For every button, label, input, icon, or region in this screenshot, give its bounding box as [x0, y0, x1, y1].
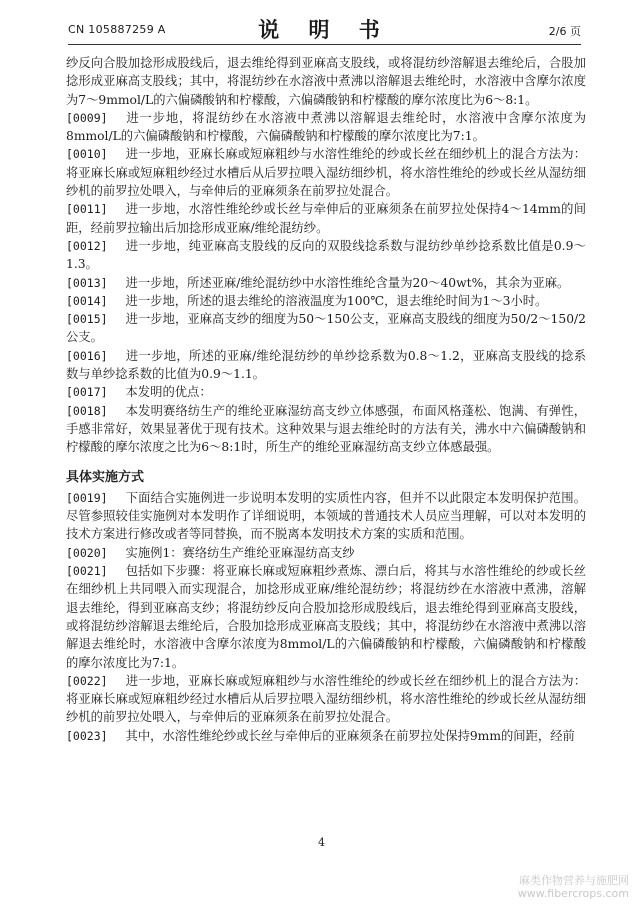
paragraph-number: [0010]: [66, 147, 108, 162]
paragraph: [66, 383, 586, 401]
paragraph-number: [0014]: [66, 293, 108, 308]
paragraph-number: [0011]: [66, 202, 108, 217]
paragraph-text: 进一步地，亚麻高支纱的细度为50～150公支，亚麻高支股线的细度为50/2～150/2公支。: [66, 312, 586, 345]
paragraph: [66, 237, 586, 274]
paragraph: [66, 544, 586, 562]
paragraph-list: [66, 109, 586, 457]
paragraph-text: 实施例1：赛络纺生产维纶亚麻湿纺高支纱: [125, 545, 355, 560]
paragraph-text: 进一步地，所述的亚麻/维纶混纺纱的单纱捻系数为0.8～1.2，亚麻高支股线的捻系数与单纱捻系数的比值为0.9～1.1。: [66, 348, 586, 382]
paragraph: [66, 672, 586, 727]
document-body: [66, 54, 586, 745]
paragraph-number: [0022]: [66, 673, 108, 688]
paragraph: [66, 200, 586, 237]
paragraph-number: [0013]: [66, 275, 108, 290]
paragraph-text: 包括如下步骤：将亚麻长麻或短麻粗纱煮炼、漂白后，将其与水溶性维纶的纱或长丝在细纱机上共同喂入而实现混合，加捻形成亚麻/维纶混纺纱；将混纺纱在水溶液中煮沸，溶解退去维纶，得到亚麻高支纱；将混纺纱反向合股加捻形成股线后，退去维纶得到亚麻高支股线，或将混纺纱溶解退去维纶后，合股加捻形成亚麻高支股线；其中，将混纺纱在水溶液中煮沸以溶解退去维纶时，水溶液中含摩尔浓度为8mmol/L的六偏磷酸钠和柠檬酸，六偏磷酸钠和柠檬酸的摩尔浓度比为7:1。: [66, 564, 586, 670]
section-heading: 具体实施方式: [66, 469, 145, 485]
watermark: [518, 874, 629, 900]
page-header: [68, 14, 581, 42]
paragraph-text: 进一步地，所述亚麻/维纶混纺纱中水溶性维纶含量为20～40wt%，其余为亚麻。: [125, 275, 570, 290]
paragraph-number: [0018]: [66, 403, 108, 418]
paragraph: [66, 489, 586, 544]
paragraph-number: [0009]: [66, 110, 108, 125]
header-rule: [68, 44, 581, 45]
document-title: 说 明 书: [258, 18, 391, 42]
page-number: 4: [318, 836, 325, 849]
paragraph-number: [0019]: [66, 490, 108, 505]
paragraph-list-2: [66, 489, 586, 745]
paragraph: [66, 145, 586, 200]
paragraph-number: [0017]: [66, 385, 108, 400]
paragraph-text: 本发明赛络纺生产的维纶亚麻湿纺高支纱立体感强，布面风格蓬松、饱满、有弹性，手感非常好，效果显著优于现有技术。这种效果与退去维纶时的方法有关，沸水中六偏磷酸钠和柠檬酸的摩尔浓度之比为6～8:1时，所生产的维纶亚麻湿纺高支纱立体感最强。: [66, 403, 586, 455]
paragraph: [66, 310, 586, 347]
paragraph-text: 进一步地，亚麻长麻或短麻粗纱与水溶性维纶的纱或长丝在细纱机上的混合方法为：将亚麻长麻或短麻粗纱经过水槽后从后罗拉喂入湿纺细纱机，将水溶性维纶的纱或长丝从湿纺细纱机的前罗拉处喂入，与牵伸后的亚麻须条在前罗拉处混合。: [66, 147, 586, 199]
paragraph-number: [0012]: [66, 238, 108, 253]
paragraph-number: [0020]: [66, 545, 108, 560]
page-indicator: 2/6 页: [548, 25, 581, 38]
watermark-site-name: 麻类作物营养与施肥网: [519, 874, 629, 887]
paragraph-text: 本发明的优点：: [125, 385, 212, 400]
paragraph-number: [0016]: [66, 348, 108, 363]
paragraph: [66, 274, 586, 292]
patent-number: CN 105887259 A: [68, 23, 166, 36]
paragraph: [66, 347, 586, 384]
paragraph: [66, 292, 586, 310]
paragraph-text: 下面结合实施例进一步说明本发明的实质性内容，但并不以此限定本发明保护范围。尽管参照较佳实施例对本发明作了详细说明，本领域的普通技术人员应当理解，可以对本发明的技术方案进行修改或者等同替换，而不脱离本发明技术方案的实质和范围。: [66, 490, 586, 542]
paragraph-text: 进一步地，亚麻长麻或短麻粗纱与水溶性维纶的纱或长丝在细纱机上的混合方法为：将亚麻长麻或短麻粗纱经过水槽后从后罗拉喂入湿纺细纱机，将水溶性维纶的纱或长丝从湿纺细纱机的前罗拉处喂入，与牵伸后的亚麻须条在前罗拉处混合。: [66, 673, 586, 725]
watermark-url: www.fibercrops.com: [517, 887, 629, 900]
paragraph-number: [0021]: [66, 564, 108, 579]
paragraph: [66, 402, 586, 457]
paragraph-text: 进一步地，所述的退去维纶的溶液温度为100℃，退去维纶时间为1～3小时。: [125, 293, 548, 308]
paragraph: [66, 109, 586, 146]
paragraph-text: 进一步地，纯亚麻高支股线的反向的双股线捻系数与混纺纱单纱捻系数比值是0.9～1.3。: [66, 238, 586, 272]
paragraph-number: [0015]: [66, 312, 108, 327]
paragraph: [66, 562, 586, 672]
paragraph-text: 其中，水溶性维纶纱或长丝与牵伸后的亚麻须条在前罗拉处保持9mm的间距，经前: [125, 728, 575, 743]
paragraph-number: [0023]: [66, 728, 108, 743]
paragraph: [66, 727, 586, 745]
paragraph-text: 进一步地，水溶性维纶纱或长丝与牵伸后的亚麻须条在前罗拉处保持4～14mm的间距，经前罗拉输出后加捻形成亚麻/维纶混纺纱。: [66, 202, 586, 235]
paragraph-text: 进一步地，将混纺纱在水溶液中煮沸以溶解退去维纶时，水溶液中含摩尔浓度为8mmol/L的六偏磷酸钠和柠檬酸，六偏磷酸钠和柠檬酸的摩尔浓度比为7:1。: [66, 110, 586, 144]
intro-paragraph: 纱反向合股加捻形成股线后，退去维纶得到亚麻高支股线，或将混纺纱溶解退去维纶后，合股加捻形成亚麻高支股线；其中，将混纺纱在水溶液中煮沸以溶解退去维纶时，水溶液中含摩尔浓度为7～9mmol/L的六偏磷酸钠和柠檬酸，六偏磷酸钠和柠檬酸的摩尔浓度比为6～8:1。: [66, 56, 586, 107]
